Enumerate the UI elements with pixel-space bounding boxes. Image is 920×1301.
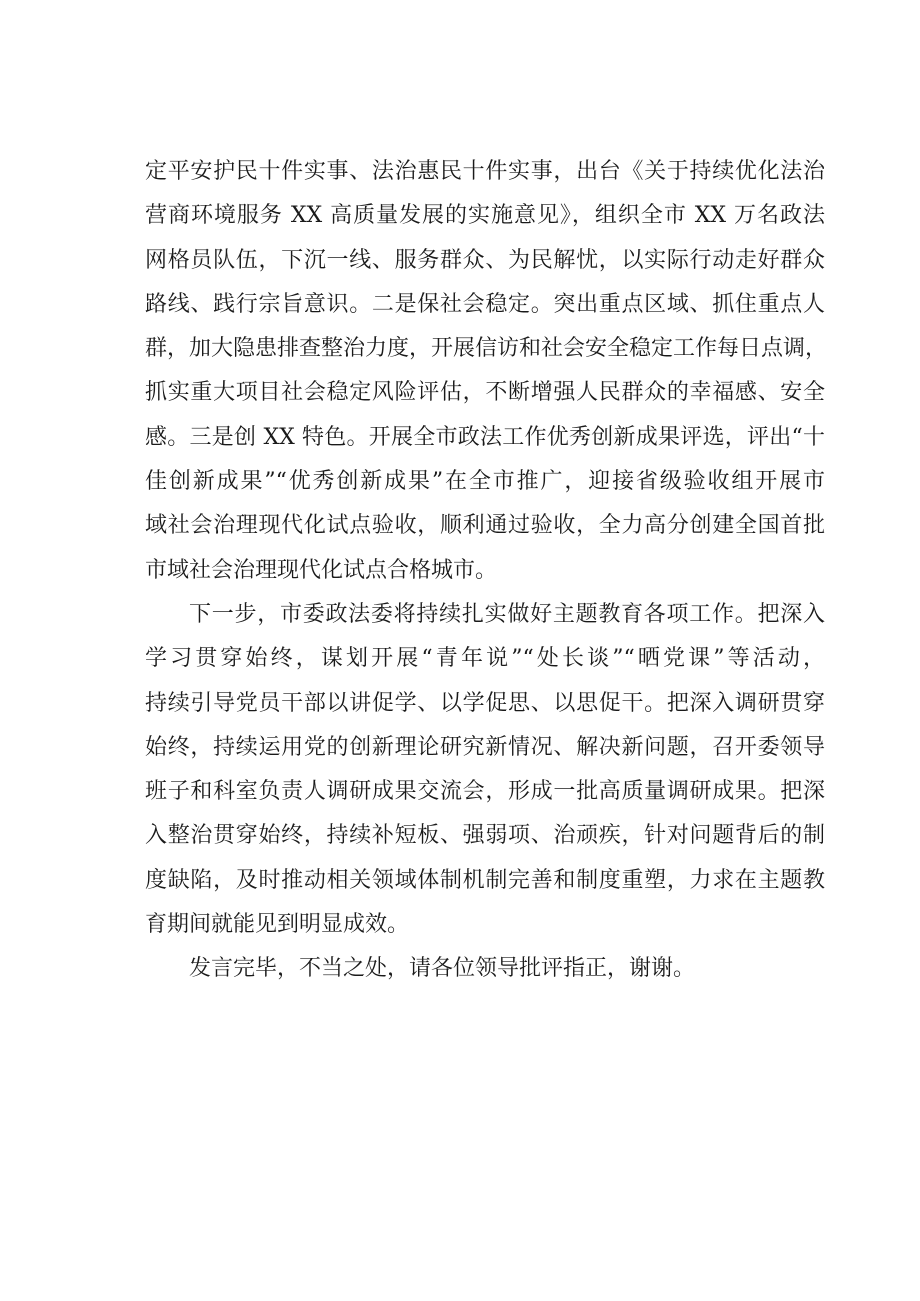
text-line: 育期间就能见到明显成效。 xyxy=(145,912,410,938)
text-line: 定平安护民十件实事、法治惠民十件实事，出台《关于持续优化法治 xyxy=(145,159,825,184)
text-line: 佳创新成果”“优秀创新成果”在全市推广，迎接省级验收组开展市 xyxy=(145,469,825,495)
text-line: 网格员队伍，下沉一线、服务群众、为民解忧，以实际行动走好群众 xyxy=(145,247,825,273)
paragraph-3 xyxy=(145,947,825,991)
text-line: 抓实重大项目社会稳定风险评估，不断增强人民群众的幸福感、安全 xyxy=(145,380,825,406)
text-line: 始终，持续运用党的创新理论研究新情况、解决新问题，召开委领导 xyxy=(145,734,825,760)
document-body xyxy=(145,150,828,992)
text-line: 感。三是创 XX 特色。开展全市政法工作优秀创新成果评选，评出“十 xyxy=(145,424,825,450)
text-line: 营商环境服务 XX 高质量发展的实施意见》，组织全市 XX 万名政法 xyxy=(145,203,825,229)
text-line: 入整治贯穿始终，持续补短板、强弱项、治顽疾，针对问题背后的制 xyxy=(145,823,825,849)
text-line: 发言完毕，不当之处，请各位领导批评指正，谢谢。 xyxy=(189,956,696,982)
text-line: 市域社会治理现代化试点合格城市。 xyxy=(145,557,498,583)
paragraph-2 xyxy=(145,593,825,947)
paragraph-1 xyxy=(145,150,828,593)
text-line: 班子和科室负责人调研成果交流会，形成一批高质量调研成果。把深 xyxy=(145,779,825,805)
text-line: 学习贯穿始终，谋划开展“青年说”“处长谈”“晒党课”等活动， xyxy=(145,646,825,672)
text-line: 下一步，市委政法委将持续扎实做好主题教育各项工作。把深入 xyxy=(189,601,825,627)
text-line: 域社会治理现代化试点验收，顺利通过验收，全力高分创建全国首批 xyxy=(145,513,825,539)
text-line: 度缺陷，及时推动相关领域体制机制完善和制度重塑，力求在主题教 xyxy=(145,867,825,893)
text-line: 群，加大隐患排查整治力度，开展信访和社会安全稳定工作每日点调， xyxy=(145,336,828,362)
text-line: 持续引导党员干部以讲促学、以学促思、以思促干。把深入调研贯穿 xyxy=(145,690,825,716)
text-line: 路线、践行宗旨意识。二是保社会稳定。突出重点区域、抓住重点人 xyxy=(145,291,825,317)
